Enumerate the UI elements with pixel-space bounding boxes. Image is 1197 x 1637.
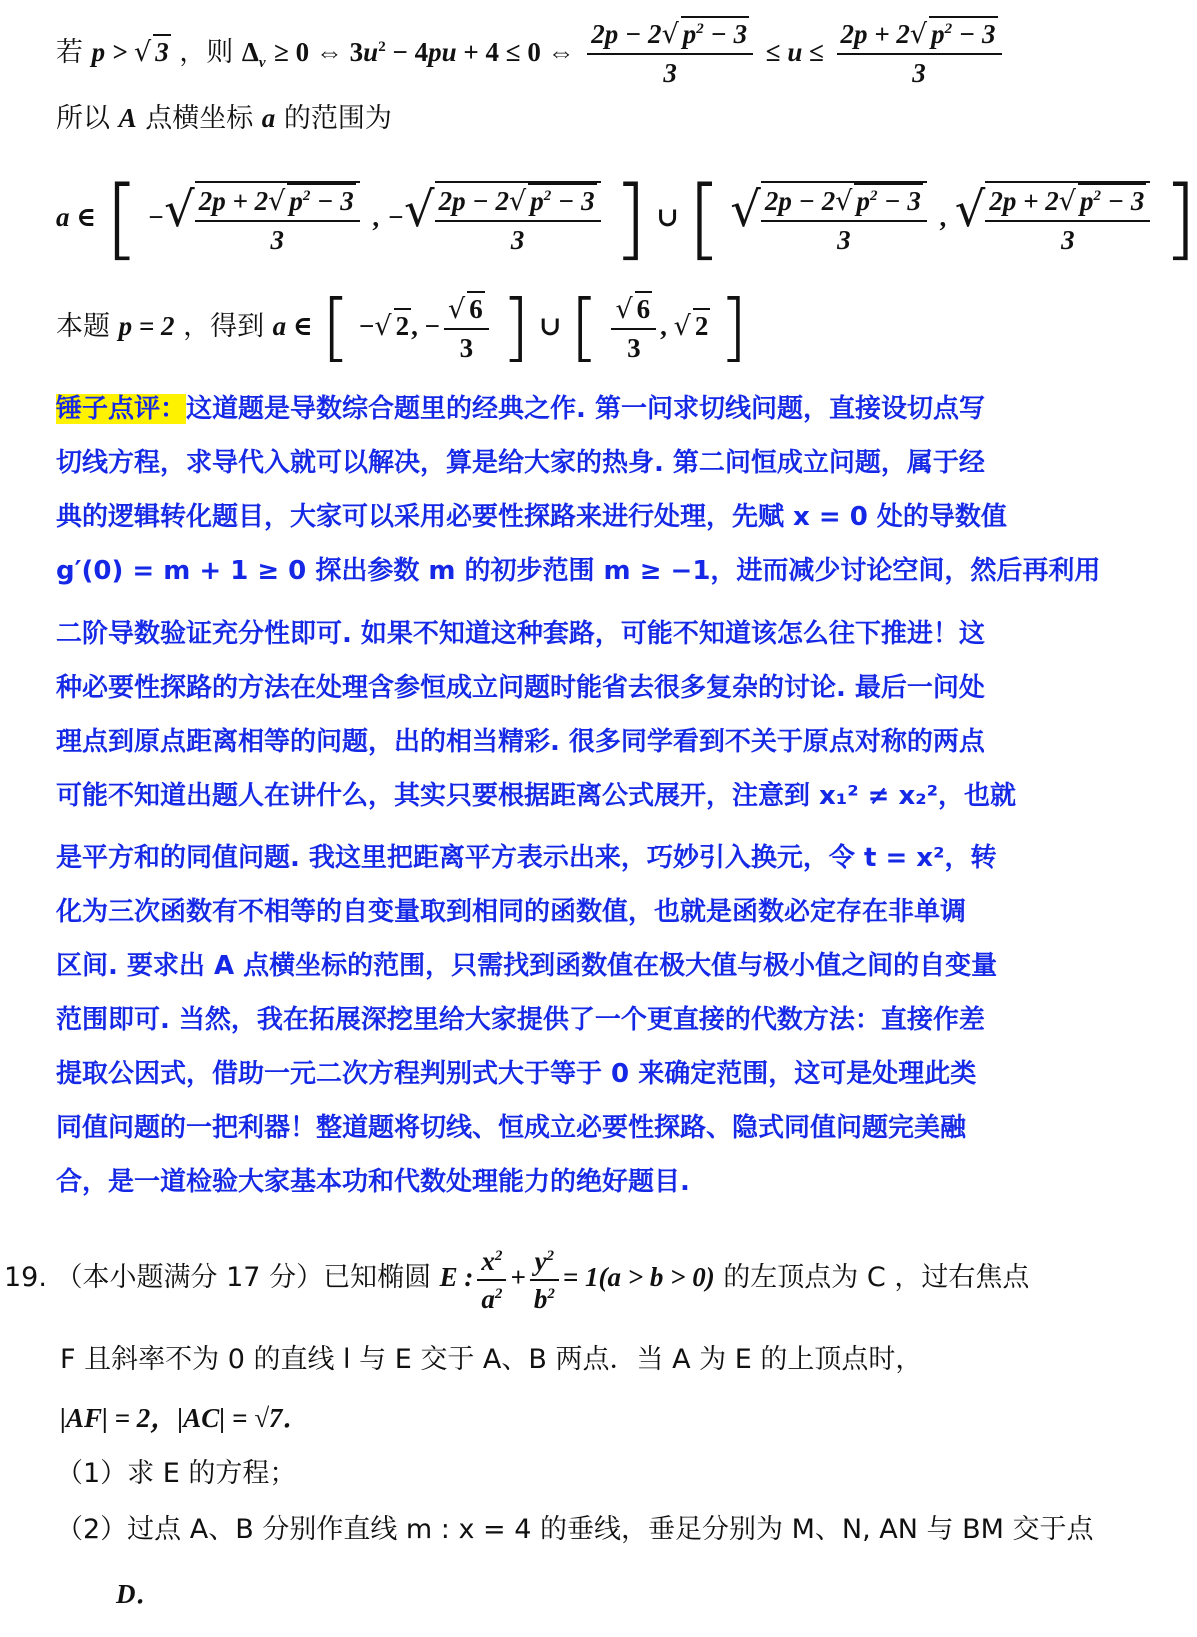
solution-line-4 xyxy=(56,284,748,371)
lower-bound-fraction: $\frac{2p - 2√ p^2 - 3}{3}$ xyxy=(587,16,753,91)
comment-line-3: 典的逻辑转化题目，大家可以采用必要性探路来进行处理，先赋 x = 0 处的导数值 xyxy=(56,502,1007,532)
interval-2-upper: √ $\frac{2p + 2√ p^2 - 3}{3}$ xyxy=(955,202,1155,232)
given-p: p = 2 xyxy=(118,311,175,341)
comment-line-10: 化为三次函数有不相等的自变量取到相同的函数值，也就是函数必定存在非单调 xyxy=(56,897,967,927)
comment-line-7: 理点到原点距离相等的问题，出的相当精彩. 很多同学看到不关于原点对称的两点 xyxy=(56,727,985,757)
interval-4: $\frac{√ 6}{3}$ , √ 2 xyxy=(607,311,710,341)
comment-line-12: 范围即可. 当然，我在拓展深挖里给大家提供了一个更直接的代数方法：直接作差 xyxy=(56,1005,985,1035)
interval-1-upper: −√ $\frac{2p - 2√ p^2 - 3}{3}$ xyxy=(388,202,605,232)
interval-1-lower: −√ $\frac{2p + 2√ p^2 - 3}{3}$ xyxy=(148,202,364,232)
comment-line-5: 二阶导数验证充分性即可. 如果不知道这种套路，可能不知道该怎么往下推进！这 xyxy=(56,619,985,649)
condition-p: p > √ 3 xyxy=(92,37,171,67)
comment-line-4: g′(0) = m + 1 ≥ 0 探出参数 m 的初步范围 m ≥ −1，进而减少讨论空间，然后再利用 xyxy=(56,556,1101,586)
problem-19-line-3 xyxy=(60,1398,309,1439)
comment-line-14: 同值问题的一把利器！整道题将切线、恒成立必要性探路、隐式同值问题完美融 xyxy=(56,1113,967,1143)
problem-number: 19. xyxy=(4,1262,47,1293)
left-bracket-1: [ xyxy=(104,166,140,270)
text-ze: ，则 xyxy=(179,37,234,68)
comment-line-9: 是平方和的同值问题. 我这里把距离平方表示出来，巧妙引入换元，令 t = x²，转 xyxy=(56,843,997,873)
problem-19-part-2: （2）过点 A、B 分别作直线 m : x = 4 的垂线，垂足分别为 M、N, AN 与 BM 交于点 xyxy=(56,1514,1094,1545)
upper-bound-fraction: $\frac{2p + 2√ p^2 - 3}{3}$ xyxy=(837,16,1002,91)
interval-3: −√ 2, − $\frac{√ 6}{3}$ xyxy=(359,311,493,341)
comment-line-13: 提取公因式，借助一元二次方程判别式大于等于 0 来确定范围，这可是处理此类 xyxy=(56,1059,977,1089)
text-dedao: ，得到 xyxy=(183,311,265,342)
given-lengths: |AF| = 2，|AC| = √7． xyxy=(60,1403,310,1433)
comment-line-8: 可能不知道出题人在讲什么，其实只要根据距离公式展开，注意到 x₁² ≠ x₂²，也就 xyxy=(56,781,1017,811)
comment-label: 锤子点评： xyxy=(56,394,187,424)
comment-line-11: 区间. 要求出 A 点横坐标的范围，只需找到函数值在极大值与极小值之间的自变量 xyxy=(56,951,998,981)
a-in-2: a ∈ xyxy=(272,311,313,341)
union-symbol-2: ∪ xyxy=(538,311,562,341)
a-in: a ∈ xyxy=(56,202,97,232)
right-bracket-4: ] xyxy=(718,284,748,371)
problem-19-line-1 xyxy=(4,1238,1029,1316)
text-benti: 本题 xyxy=(56,311,110,342)
problem-19-part-2-end: D． xyxy=(116,1579,163,1609)
comment-line-2: 切线方程，求导代入就可以解决，算是给大家的热身. 第二问恒成立问题，属于经 xyxy=(56,448,985,478)
equivalence-chain: ≥ 0 ⇔ $3u^2 - 4pu + 4 \le 0$ ⇔ xyxy=(274,37,575,67)
comment-line-1: 锤子点评：这道题是导数综合题里的经典之作. 第一问求切线问题，直接设切点写 xyxy=(56,394,985,424)
union-symbol-1: ∪ xyxy=(656,202,679,232)
comment-line-15: 合，是一道检验大家基本功和代数处理能力的绝好题目. xyxy=(56,1167,690,1197)
solution-line-2 xyxy=(56,98,392,139)
ellipse-equation: E : $\frac{x^2}{a^2}$ + $\frac{y^2}{b^2}$ = 1(a > b > 0) xyxy=(440,1262,715,1292)
right-bracket-1: ] xyxy=(613,166,648,270)
right-bracket-2: ] xyxy=(1162,166,1197,270)
interval-2-lower: √ $\frac{2p - 2√ p^2 - 3}{3}$ xyxy=(730,202,931,232)
left-bracket-3: [ xyxy=(321,284,351,371)
left-bracket-4: [ xyxy=(569,284,599,371)
middle-ineq: ≤ u ≤ xyxy=(765,37,824,67)
problem-intro-end: 的左顶点为 C ，过右焦点 xyxy=(723,1262,1030,1293)
problem-19-line-2: F 且斜率不为 0 的直线 l 与 E 交于 A、B 两点．当 A 为 E 的上顶点时， xyxy=(60,1344,923,1375)
right-bracket-3: ] xyxy=(501,284,531,371)
range-statement: 所以 A 点横坐标 a 的范围为 xyxy=(56,103,392,134)
text-ruo: 若 xyxy=(56,37,83,68)
left-bracket-2: [ xyxy=(687,166,722,270)
problem-intro: （本小题满分 17 分）已知椭圆 xyxy=(55,1262,432,1293)
problem-19-part-1: （1）求 E 的方程； xyxy=(56,1458,297,1489)
comment-line-6: 种必要性探路的方法在处理含参恒成立问题时能省去很多复杂的讨论. 最后一问处 xyxy=(56,673,985,703)
solution-line-1 xyxy=(56,16,1006,88)
delta-symbol: $\Delta_v$ xyxy=(241,37,266,71)
solution-line-3: a ∈ [ −√ $\frac{2p + 2√ p^2 - 3}{3}$ , −√ $\frac{2p - 2√ p^2 - 3}{3}$ ] ∪ [ √ $\frac{2p - 2√ p^2 - 3}{3}$ , √ $\frac{2p + 2√ p^2 - 3}{3}$ ] xyxy=(56,166,1197,270)
